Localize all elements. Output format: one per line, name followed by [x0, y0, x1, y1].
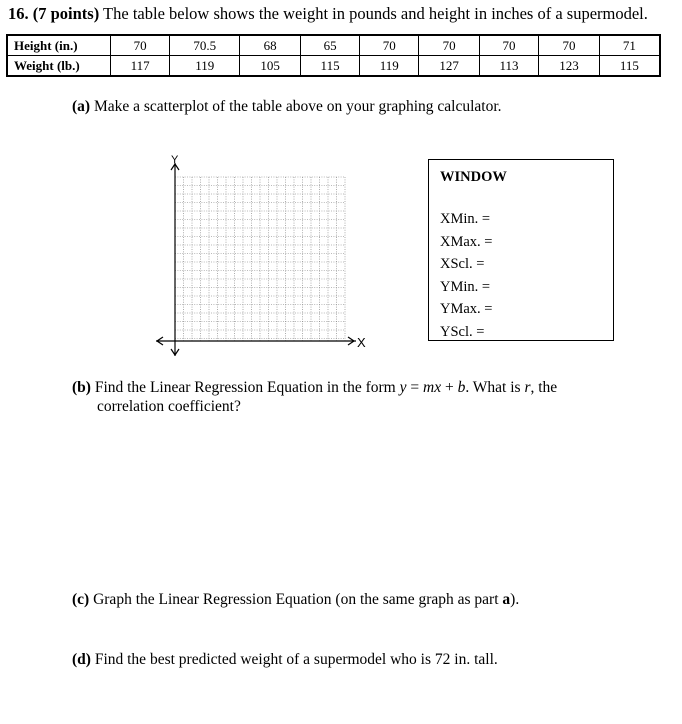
height-cell: 70: [479, 35, 538, 56]
part-a-text: Make a scatterplot of the table above on your graphing calculator.: [90, 98, 502, 115]
equation-plus: +: [441, 379, 458, 396]
part-c-label: (c): [72, 591, 90, 608]
x-axis-label: X: [357, 335, 366, 350]
height-cell: 70: [539, 35, 600, 56]
part-d: [72, 650, 498, 669]
height-row: [7, 35, 660, 56]
equation-b: b: [457, 379, 466, 396]
graph-grid: [148, 155, 373, 360]
height-row-label: Height (in.): [7, 35, 111, 56]
equation-mx: mx: [423, 379, 442, 396]
weight-cell: 115: [300, 56, 359, 77]
part-b: [72, 378, 632, 416]
window-field-xmax: XMax. =: [440, 233, 493, 250]
weight-cell: 119: [170, 56, 240, 77]
part-b-text-3: , the: [530, 379, 558, 396]
equation-y: y: [399, 379, 407, 396]
window-field-ymin: YMin. =: [440, 278, 491, 295]
height-cell: 68: [240, 35, 301, 56]
height-cell: 70.5: [170, 35, 240, 56]
window-field-xmin: XMin. =: [440, 211, 491, 227]
window-fields: [440, 208, 492, 343]
weight-cell: 127: [419, 56, 480, 77]
window-title: WINDOW: [440, 169, 507, 185]
part-c-text: Graph the Linear Regression Equation (on the same graph as part: [89, 591, 503, 608]
part-c: [72, 590, 519, 609]
part-a-label: (a): [72, 98, 91, 115]
data-table: [6, 34, 661, 77]
question-header: [8, 4, 648, 24]
height-cell: 71: [599, 35, 660, 56]
question-statement: The table below shows the weight in pounds and height in inches of a supermodel.: [99, 4, 648, 23]
height-cell: 70: [419, 35, 480, 56]
part-b-line-2: correlation coefficient?: [97, 398, 241, 415]
window-field-xscl: XScl. =: [440, 256, 485, 272]
question-points: (7 points): [32, 4, 100, 23]
grid-lines: [175, 177, 345, 341]
weight-cell: 117: [111, 56, 170, 77]
part-b-text-2: . What is: [465, 379, 525, 396]
weight-cell: 119: [360, 56, 419, 77]
weight-cell: 105: [240, 56, 301, 77]
weight-row-label: Weight (lb.): [7, 56, 111, 77]
height-cell: 70: [360, 35, 419, 56]
window-settings-box: [428, 159, 614, 341]
part-c-bold-a: a: [502, 591, 511, 608]
weight-cell: 115: [599, 56, 660, 77]
weight-cell: 113: [479, 56, 538, 77]
window-field-ymax: YMax. =: [440, 301, 493, 317]
question-number: 16.: [8, 4, 29, 23]
part-b-text: Find the Linear Regression Equation in the form: [90, 379, 400, 396]
part-b-label: (b): [72, 379, 91, 396]
height-cell: 70: [111, 35, 170, 56]
correlation-r: r: [524, 379, 531, 396]
weight-row: [7, 56, 660, 77]
height-cell: 65: [300, 35, 359, 56]
window-field-yscl: YScl. =: [440, 323, 485, 340]
y-axis-label: Y: [171, 155, 179, 166]
part-c-end: ).: [510, 591, 520, 608]
part-d-text: Find the best predicted weight of a supermodel who is 72 in. tall.: [90, 651, 498, 668]
part-a: [72, 97, 502, 116]
equation-equals: =: [406, 379, 423, 396]
weight-cell: 123: [539, 56, 600, 77]
part-d-label: (d): [72, 651, 91, 668]
